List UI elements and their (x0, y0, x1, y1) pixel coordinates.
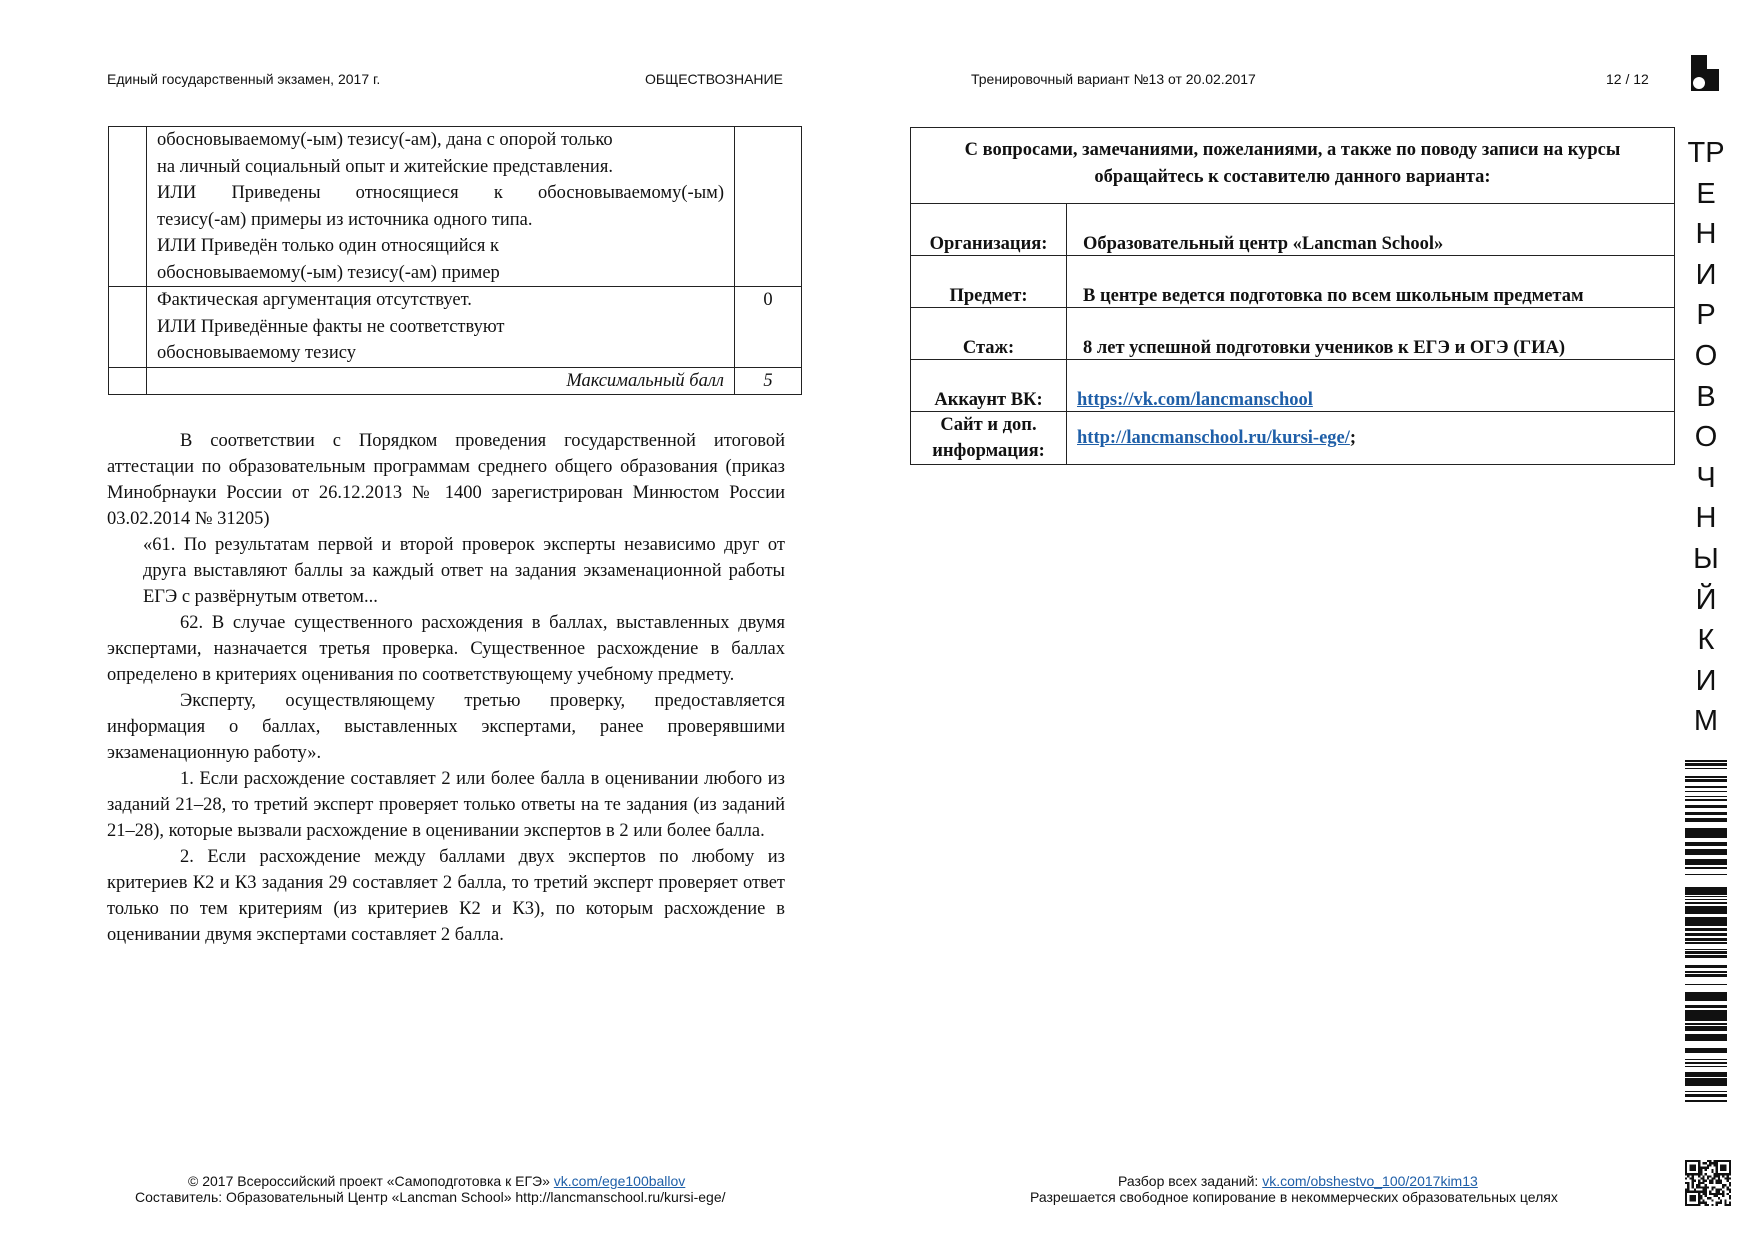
table-row (109, 287, 802, 368)
vk-link[interactable]: https://vk.com/lancmanschool (1077, 390, 1313, 410)
regulation-text (107, 428, 785, 948)
contact-table (910, 127, 1675, 465)
subject-value: В центре ведется подготовка по всем школьным предметам (1067, 256, 1675, 308)
paragraph: 62. В случае существенного расхождения в баллах, выставленных двумя экспертами, назначается третья проверка. Существенное расхождение в баллах определено в критериях оценивания по соответствующему учебному предмету. (107, 613, 785, 685)
site-label: Сайт и доп. информация: (911, 412, 1067, 465)
header-exam-title: Единый государственный экзамен, 2017 г. (107, 71, 381, 87)
table-row: Сайт и доп. информация: http://lancmanschool.ru/kursi-ege/; (911, 412, 1675, 465)
table-row (911, 308, 1675, 360)
side-vertical-text: Т Р Е Н И Р О В О Ч Н Ы Й К И М (1687, 137, 1725, 738)
criteria-row2-text: Фактическая аргументация отсутствует. ИЛИ Приведённые факты не соответствуют обосновываемому тезису (147, 287, 735, 368)
org-label: Организация: (911, 204, 1067, 256)
table-row (911, 360, 1675, 412)
subject-label: Предмет: (911, 256, 1067, 308)
table-row (109, 127, 802, 287)
table-row (911, 204, 1675, 256)
max-score-value: 5 (735, 367, 802, 395)
org-value: Образовательный центр «Lancman School» (1067, 204, 1675, 256)
barcode-icon (1685, 760, 1727, 1102)
corner-mark-icon (1691, 55, 1719, 91)
paragraph: «61. По результатам первой и второй проверок эксперты независимо друг от друга выставляют баллы за каждый ответ на задания экзаменационной работы ЕГЭ с развёрнутым ответом... (143, 535, 785, 607)
table-row (911, 128, 1675, 204)
qr-code-icon (1685, 1160, 1731, 1206)
footer-author: Составитель: Образовательный Центр «Lancman School» http://lancmanschool.ru/kursi-ege/ (135, 1189, 726, 1205)
paragraph: 1. Если расхождение составляет 2 или более балла в оценивании любого из заданий 21–28, то третий эксперт проверяет только ответы на те задания (из заданий 21–28), которые вызвали расхождение в оценивании экспертов в 2 или более балла. (107, 769, 785, 841)
table-row (911, 256, 1675, 308)
footer-vk-link[interactable]: vk.com/ege100ballov (553, 1173, 686, 1189)
paragraph: Эксперту, осуществляющему третью проверку, предоставляется информация о баллах, выставленных экспертами, ранее проверявшими экзаменационную работу». (107, 691, 785, 763)
experience-label: Стаж: (911, 308, 1067, 360)
paragraph: 2. Если расхождение между баллами двух экспертов по любому из критериев К2 и К3 задания 29 составляет 2 балла, то третий эксперт проверяет ответ только по тем критериям (из критериев К2 и К3), по которым расхождение в оценивании двумя экспертами составляет 2 балла. (107, 847, 785, 945)
site-link[interactable]: http://lancmanschool.ru/kursi-ege/ (1077, 427, 1350, 448)
footer-license: Разрешается свободное копирование в некоммерческих образовательных целях (1030, 1189, 1558, 1205)
page-number: 12 / 12 (1606, 71, 1649, 87)
max-score-label: Максимальный балл (147, 367, 735, 395)
footer-project: © 2017 Всероссийский проект «Самоподготовка к ЕГЭ» vk.com/ege100ballov (188, 1173, 686, 1189)
header-subject: ОБЩЕСТВОЗНАНИЕ (645, 71, 783, 87)
table-row (109, 367, 802, 395)
vk-label: Аккаунт ВК: (911, 360, 1067, 412)
criteria-row1-text: обосновываемому(-ым) тезису(-ам), дана с опорой только на личный социальный опыт и житейские представления. ИЛИ Приведены относящиеся к обосновываемому(-ым) тезису(-ам) примеры из источника одного типа. ИЛИ Приведён только один относящийся к обосновываемому(-ым) тезису(-ам) пример (147, 127, 735, 287)
footer-analysis: Разбор всех заданий: vk.com/obshestvo_100/2017kim13 (1118, 1173, 1478, 1189)
header-variant: Тренировочный вариант №13 от 20.02.2017 (971, 71, 1256, 87)
paragraph: В соответствии с Порядком проведения государственной итоговой аттестации по образовательным программам среднего общего образования (приказ Минобрнауки России от 26.12.2013 № 1400 зарегистрирован Минюстом России 03.02.2014 № 31205) (107, 431, 785, 529)
experience-value: 8 лет успешной подготовки учеников к ЕГЭ и ОГЭ (ГИА) (1067, 308, 1675, 360)
criteria-table (108, 126, 802, 395)
criteria-row2-score: 0 (735, 287, 802, 368)
footer-analysis-link[interactable]: vk.com/obshestvo_100/2017kim13 (1262, 1173, 1478, 1189)
contact-heading: С вопросами, замечаниями, пожеланиями, а также по поводу записи на курсы обращайтесь к составителю данного варианта: (911, 128, 1675, 204)
